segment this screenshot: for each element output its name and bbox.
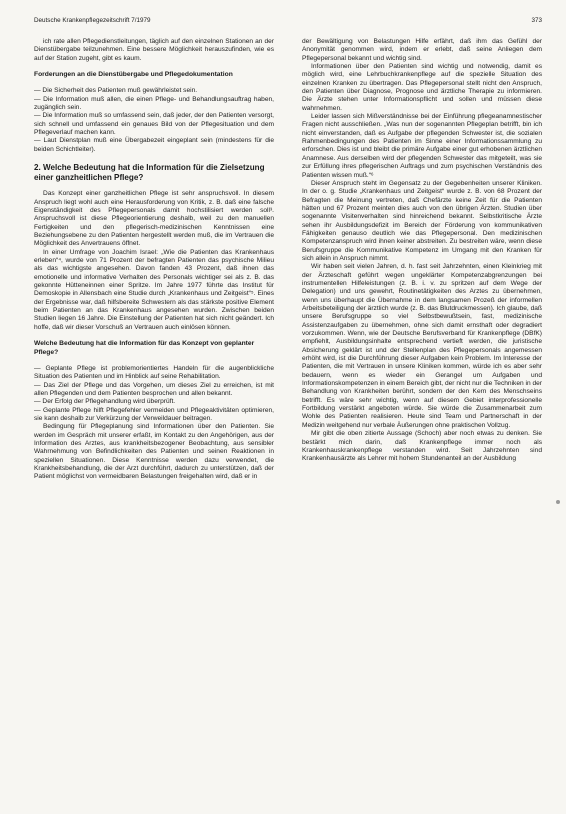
- list-item: — Geplante Pflege ist problemorientiertes Handeln für die augenblickliche Situation des Patienten und im Hinblick auf seine Rehabilitation.: [34, 364, 274, 381]
- list-item: — Die Information muß so umfassend sein, daß jeder, der den Patienten versorgt, sich schnell und umfassend ein genaues Bild von der Pflegesituation und dem Pflegeverlauf machen kann.: [34, 112, 274, 137]
- paragraph: Wir haben seit vielen Jahren, d. h. fast seit Jahrzehnten, einen Kleinkrieg mit der Ärzteschaft geführt wegen ungeklärter Kompetenzabgrenzungen bei instrumentellen Hilfeleistungen (z. B. i. v. zu spritzen auf dem Wege der Delegation) und uns gewehrt, Routinetätigkeiten des Arztes zu übernehmen, wenn uns überhaupt die Übernahme in dem langsamen Prozeß der informellen Arbeitsbeteiligung der ärztlich wurde (z. B. das Blutdruckmessen). Ich glaube, daß unsere Berufsgruppe so viel Selbstbewußtsein, fast, medizinische Assistenzaufgaben zu übernehmen, ohne sich damit ernsthaft oder degradiert vorzukommen. Wenn, wie der Deutsche Berufsverband für Krankenpflege (DBfK) empfiehlt, Ausbildungsinhalte entsprechend vertieft werden, die juristische Absicherung geklärt ist und der Stellenplan des Pflegepersonals angemessen erhöht wird, ist die Durchführung dieser Aufgaben kein Problem. Im Interesse der Patienten, die mit Vertrauen in unsere Kliniken kommen, würde ich es aber sehr bedauern, wenn es wieder ein Gerangel um Aufgaben und Informationskompetenzen in einem Bereich gibt, der nicht nur die Techniken in der Behandlung von Krankheiten berührt, sondern der den Kern des Menschseins betrifft. Es wäre sehr wichtig, wenn auf diesem Gebiet interprofessionelle Fortbildung verstärkt angeboten würde. Sie würde die Zusammenarbeit zum Wohle des Patienten realisieren. Heute sind Team und Partnerschaft in der Medizin weitgehend nur verbale Äußerungen ohne praktischen Vollzug.: [302, 263, 542, 429]
- list-item: — Geplante Pflege hilft Pflegefehler vermeiden und Pflegeaktivitäten optimieren, sie kann deshalb zur Verkürzung der Verweildauer beitragen.: [34, 406, 274, 422]
- paragraph: Das Konzept einer ganzheitlichen Pflege ist sehr anspruchsvoll. In diesem Anspruch liegt wohl auch eine Herausforderung von Kritik, z. B. daß eine falsche Eigenständigkeit des Pflegepersonals damit hochstilisiert werden soll³. Anspruchsvoll ist diese Pflegeorientierung deshalb, weil zu den manuellen Fertigkeiten und den pflegerisch-medizinischen Kenntnissen eine Beziehungsebene zu den Patienten hergestellt werden muß, die im Vertrauen die Möglichkeit des Anvertrauens öffnet.: [34, 190, 274, 248]
- paragraph: der Bewältigung von Belastungen Hilfe erfährt, daß ihm das Gefühl der Anonymität genommen wird, indem er erlebt, daß seine Anliegen dem Pflegepersonal bekannt und wichtig sind.: [302, 38, 542, 62]
- paragraph: In einer Umfrage von Joachim Israel: „Wie die Patienten das Krankenhaus erleben“⁴, wurde von 71 Prozent der befragten Patienten das psychische Milieu als das wichtigste angesehen. Davon fanden 43 Prozent, daß ihnen das emotionelle und informative Verhalten des Personals wichtiger sei als z. B. das gekonnte Hütteneinnen einer Spritze. Im Jahre 1977 führte das Institut für Demoskopie in Allensbach eine Studie durch „Krankenhaus und Zeitgeist“⁵. Eines der Ergebnisse war, daß hilfsbereite Schwestern als das stärkste positive Element beim Patienten an das Krankenhaus angesehen wurden. Zwischen beiden Studien liegen 16 Jahre. Die Einstellung der Patienten hat sich nicht geändert. Ich hoffe, daß wir dieser Vorschuß an Vertrauen auch einlösen können.: [34, 248, 274, 331]
- paragraph: Informationen über den Patienten sind wichtig und notwendig, damit es möglich wird, eine Lehrbuchkrankenpflege auf die spezielle Situation des einzelnen Kranken zu übertragen. Das Pflegepersonal stellt nicht den Anspruch, den Patienten über Diagnose, Prognose und ärztliche Therapie zu informieren. Die Ärzte stehen unter Informationspflicht und sollen und müssen diese wahrnehmen.: [302, 63, 542, 112]
- right-column: [302, 38, 542, 810]
- paragraph: ich rate allen Pflegedienstleitungen, täglich auf den einzelnen Stationen an der Dienstübergabe teilzunehmen. Eine bessere Möglichkeit herauszufinden, wie es auf der Station zugeht, gibt es kaum.: [34, 38, 274, 62]
- scan-dot-mark: [556, 500, 560, 504]
- section-heading: Welche Bedeutung hat die Information für das Konzept von geplanter Pflege?: [34, 340, 255, 356]
- paragraph: Mir gibt die oben zitierte Aussage (Schoch) aber noch etwas zu denken. Sie bestärkt mich darin, daß Krankenpflege immer noch als Krankenhauskrankenpflege verstanden wird. Seit Jahrzehnten sind Krankenhausärzte als Lehrer mit hohem Stundenanteil an der Ausbildung: [302, 430, 542, 463]
- page-number: 373: [531, 17, 542, 24]
- left-column: [34, 38, 274, 810]
- planned-care-list: [34, 365, 274, 423]
- list-item: — Die Information muß allen, die einen Pflege- und Behandlungsauftrag haben, zugänglich sein.: [34, 95, 274, 112]
- paragraph: Leider lassen sich Mißverständnisse bei der Einführung pflegeanamnestischer Fragen nicht ausschließen. „Was nun der sogenannten Pflegeplan betrifft, bin ich nicht einverstanden, daß es Aufgabe der pflegenden Schwester ist, die sozialen Rahmenbedingungen des Patienten im Sinne einer Informationssammlung zu erforschen. Dies ist und bleibt die primäre Aufgabe einer gut erhobenen ärztlichen Anamnese. Aus derselben wird der pflegenden Schwester das mitgeteilt, was sie zur Erfüllung ihres pflegerischen Auftrags und zum psychischen Verständnis des Patienten wissen muß.“⁶: [302, 113, 542, 179]
- paragraph: Dieser Anspruch steht im Gegensatz zu der Gegebenheiten unserer Kliniken. In der o. g. Studie „Krankenhaus und Zeitgeist“ wurde z. B. von 68 Prozent der Befragten die Meinung vertreten, daß Chefärzte keine Zeit für die Patienten hätten und 67 Prozent meinten dies auch von den übrigen Ärzten. Studien über sogenannte Visitenverhalten sind hinreichend bekannt. Selbstkritische Ärzte sehen ihr Ausbildungsdefizit im Bereich der Förderung von kommunikativen Fähigkeiten genauso deutlich wie das Pflegepersonal. Den medizinischen Kompetenzanspruch wird ihnen keiner abstreiten. Zu bestreiten wäre, wenn diese Berufsgruppe die Kommunikative Kompetenz im Umgang mit den Kranken für sich allein in Anspruch nimmt.: [302, 179, 542, 262]
- paragraph: Bedingung für Pflegeplanung sind Informationen über den Patienten. Sie werden im Gespräch mit unserer erfaßt, im Kontakt zu den Angehörigen, aus der Information des Arztes, aus krankheitsbezogener Beobachtung, aus sensibler Wahrnehmung von Befindlichkeiten des Patienten und seinen Reaktionen in speziellen Situationen. Diese Kenntnisse werden dazu verwendet, die Krankheitsbehandlung, die der Arzt durchführt, dadurch zu unterstützen, daß der Patient möglichst von vermeidbaren Belastungen freigehalten wird, daß er in: [34, 423, 274, 481]
- list-item: — Laut Dienstplan muß eine Übergabezeit eingeplant sein (mindestens für die beiden Schichtleiter).: [34, 137, 274, 153]
- journal-title: Deutsche Krankenpflegezeitschrift 7/1979: [34, 17, 151, 24]
- requirements-list: [34, 87, 274, 154]
- section-heading: Forderungen an die Dienstübergabe und Pflegedokumentation: [34, 71, 233, 79]
- list-item: — Der Erfolg der Pflegehandlung wird überprüft.: [34, 398, 176, 406]
- chapter-heading: 2. Welche Bedeutung hat die Information für die Zielsetzung einer ganzheitlichen Pflege?: [34, 163, 265, 182]
- list-item: — Das Ziel der Pflege und das Vorgehen, um dieses Ziel zu erreichen, ist mit allen Pflegenden und dem Patienten besprochen und allen bekannt.: [34, 381, 274, 397]
- list-item: — Die Sicherheit des Patienten muß gewährleistet sein.: [34, 87, 198, 95]
